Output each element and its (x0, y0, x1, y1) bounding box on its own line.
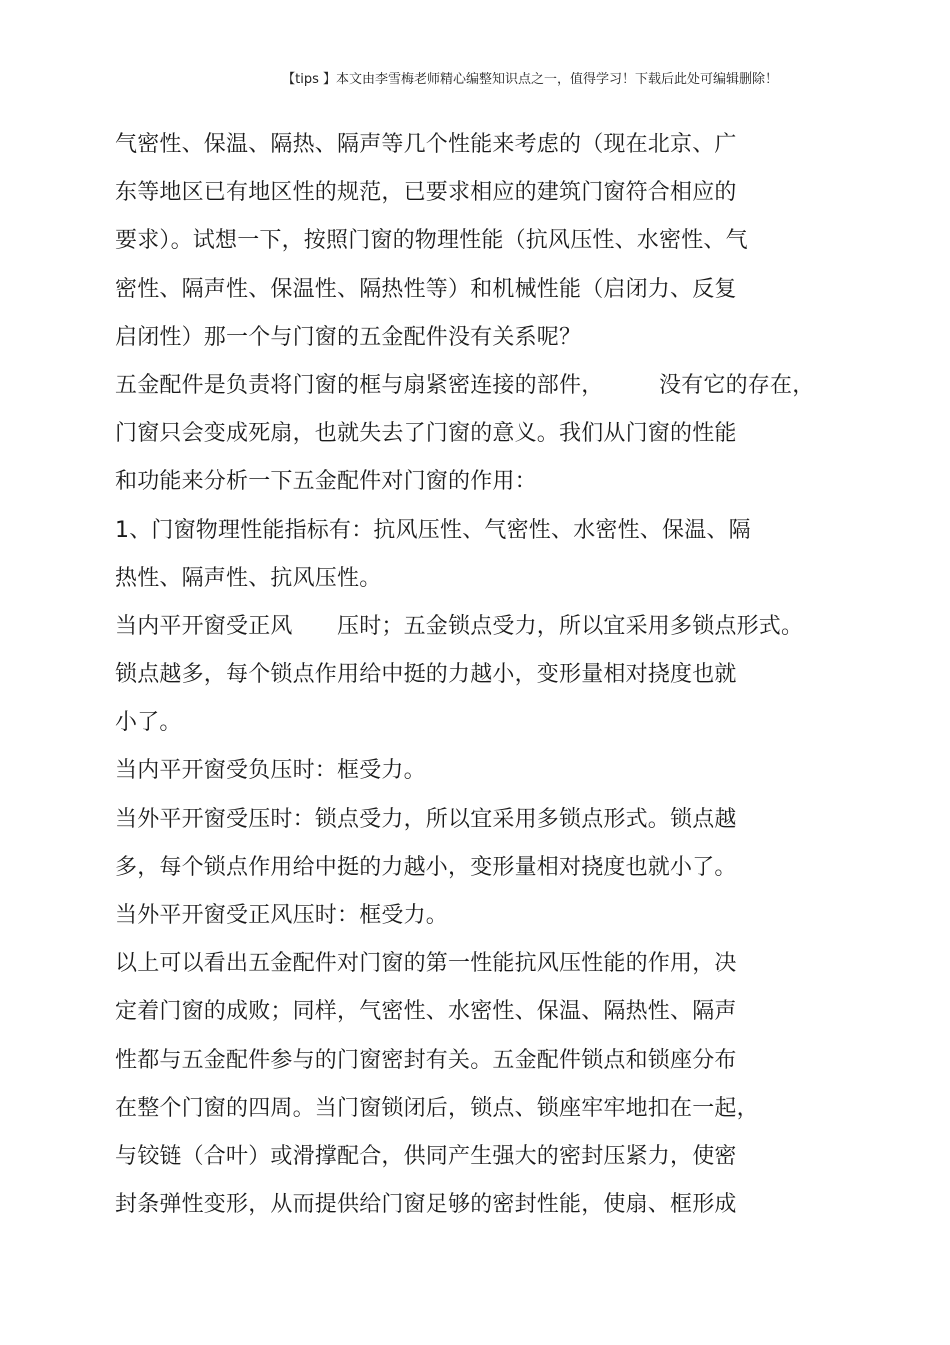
header-note: 【tips 】本文由李雪梅老师精心编整知识点之一，值得学习！下载后此处可编辑删除！ (282, 72, 778, 87)
text-line: 要求）。试想一下，按照门窗的物理性能（抗风压性、水密性、气 (115, 228, 748, 254)
text-line: 封条弹性变形，从而提供给门窗足够的密封性能，使扇、框形成 (115, 1192, 737, 1218)
text-line: 定着门窗的成败；同样，气密性、水密性、保温、隔热性、隔声 (115, 999, 737, 1025)
text-line: 气密性、保温、隔热、隔声等几个性能来考虑的（现在北京、广 (115, 132, 737, 157)
text-line: 小了。 (115, 710, 182, 736)
text-line: 东等地区已有地区性的规范，已要求相应的建筑门窗符合相应的 (115, 180, 737, 206)
text-line: 启闭性）那一个与门窗的五金配件没有关系呢？ (115, 324, 582, 350)
text-line: 锁点越多，每个锁点作用给中挺的力越小，变形量相对挠度也就 (115, 662, 737, 688)
text-line: 当内平开窗受正风 压时；五金锁点受力，所以宜采用多锁点形式。 (115, 613, 804, 639)
text-line: 以上可以看出五金配件对门窗的第一性能抗风压性能的作用，决 (115, 951, 737, 977)
text-line: 性都与五金配件参与的门窗密封有关。五金配件锁点和锁座分布 (115, 1047, 737, 1073)
text-line: 和功能来分析一下五金配件对门窗的作用： (115, 469, 537, 495)
text-line: 1、门窗物理性能指标有：抗风压性、气密性、水密性、保温、隔 (115, 517, 751, 543)
text-line: 多，每个锁点作用给中挺的力越小，变形量相对挠度也就小了。 (115, 854, 737, 880)
text-line: 当内平开窗受负压时：框受力。 (115, 758, 426, 784)
text-line: 密性、隔声性、保温性、隔热性等）和机械性能（启闭力、反复 (115, 276, 737, 302)
text-line: 在整个门窗的四周。当门窗锁闭后，锁点、锁座牢牢地扣在一起， (115, 1095, 759, 1121)
text-line: 热性、隔声性、抗风压性。 (115, 565, 382, 591)
text-line: 与铰链（合叶）或滑撑配合，供同产生强大的密封压紧力，使密 (115, 1143, 737, 1169)
text-line: 当外平开窗受压时：锁点受力，所以宜采用多锁点形式。锁点越 (115, 806, 737, 832)
text-line: 门窗只会变成死扇，也就失去了门窗的意义。我们从门窗的性能 (115, 421, 737, 447)
text-line: 五金配件是负责将门窗的框与扇紧密连接的部件， 没有它的存在， (115, 372, 815, 398)
text-line: 当外平开窗受正风压时：框受力。 (115, 903, 449, 928)
body-text (115, 128, 835, 1236)
